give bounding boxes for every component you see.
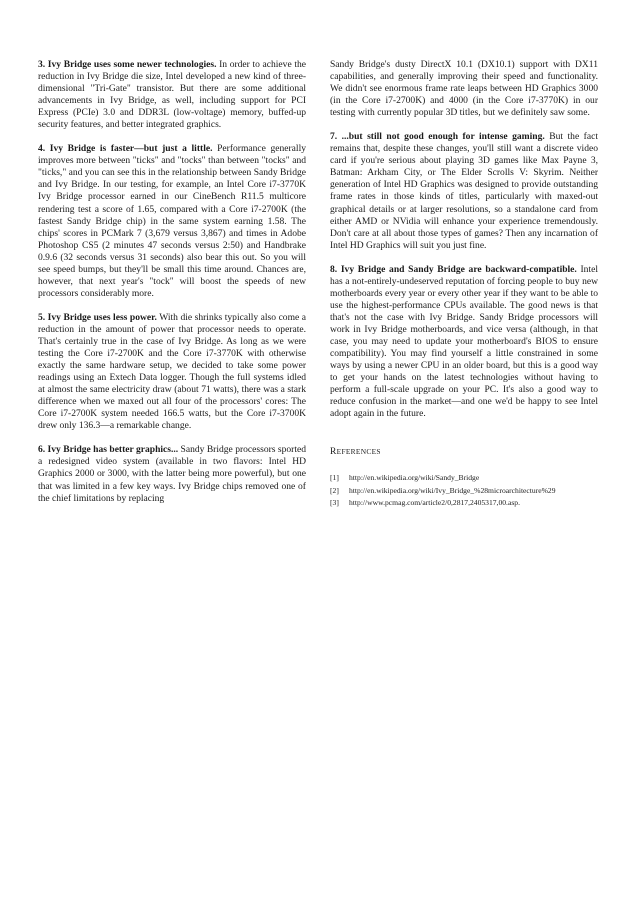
- references-heading-rest: EFERENCES: [336, 447, 381, 457]
- section-6-body: Sandy Bridge processors sported a redesigned video system (available in two flavors: Intel HD Graphics 2000 or 3000, with the latter being more powerful), but one that was limited in a few key ways. Ivy Bridge chips removed one of the chief limitations by replacing: [38, 444, 306, 504]
- section-6-paragraph: [38, 444, 306, 504]
- reference-item: [330, 485, 598, 497]
- section-6-heading: 6. Ivy Bridge has better graphics...: [38, 444, 179, 456]
- section-4-paragraph: [38, 143, 306, 300]
- reference-number: [1]: [330, 473, 339, 483]
- references-list: [330, 472, 598, 509]
- right-column: [330, 59, 598, 509]
- section-4-body: Performance generally improves more between "ticks" and "tocks" than between "tocks" and "ticks," and you can see this in the relationship between Sandy Bridge and Ivy Bridge. In our testing, for example, an Intel Core i7-3770K Ivy Bridge processor earned in our CineBench R11.5 multicore rendering test a score of 1.65, compared with a Core i7-2700K (the fastest Sandy Bridge chip) in the same system earning 1.58. The chips' scores in PCMark 7 (3,679 versus 3,867) and times in Adobe Photoshop CS5 (2 minutes 47 seconds versus 2:50) and Handbrake 0.9.6 (32 seconds versus 31 seconds) also bear this out. So you will see speed bumps, but they'll be small this time around. Chances are, however, that next year's "tock" will boost the speeds of new processors considerably more.: [38, 143, 306, 299]
- section-7-heading: 7. ...but still not good enough for intense gaming.: [330, 131, 545, 143]
- section-8-body: Intel has a not-entirely-undeserved reputation of forcing people to buy new motherboards every year or every other year if they want to be able to use the highest-performance CPUs available. The good news is that that's not the case with Ivy Bridge. Sandy Bridge processors will work in Ivy Bridge motherboards, and vice versa (although, in that case, you may need to update your motherboard's BIOS to ensure compatibility). You may find yourself a little constrained in some ways by using a newer CPU in an older board, but this is a good way to get your hands on the latest technologies without having to perform a full-scale upgrade on your PC. It's also a good way to reduce confusion in the market—and one we'd be happy to see Intel adopt again in the future.: [330, 263, 598, 420]
- left-column: [38, 59, 306, 517]
- references-heading: [330, 446, 598, 458]
- reference-number: [3]: [330, 497, 339, 507]
- section-3-paragraph: [38, 59, 306, 131]
- reference-link[interactable]: http://en.wikipedia.org/wiki/Sandy_Bridge: [349, 473, 480, 483]
- section-6-continuation: Sandy Bridge's dusty DirectX 10.1 (DX10.1) support with DX11 capabilities, and generally improving their speed and functionality. We didn't see enormous frame rate leaps between HD Graphics 3000 (in the Core i7-2700K) and 4000 (in the Core i7-3770K) in our testing with currently popular 3D titles, but we definitely saw some.: [330, 59, 598, 119]
- section-8-heading: 8. Ivy Bridge and Sandy Bridge are backward-compatible.: [330, 263, 577, 275]
- reference-number: [2]: [330, 485, 339, 495]
- reference-link[interactable]: http://www.pcmag.com/article2/0,2817,2405317,00.asp.: [349, 497, 520, 507]
- reference-item: [330, 472, 598, 484]
- section-7-paragraph: [330, 131, 598, 251]
- section-5-paragraph: [38, 312, 306, 432]
- references-heading-initial: R: [330, 447, 337, 458]
- section-4-heading: 4. Ivy Bridge is faster—but just a little.: [38, 143, 213, 155]
- section-5-body: With die shrinks typically also come a reduction in the amount of power that processor needs to operate. That's certainly true in the case of Ivy Bridge. As long as we were testing the Core i7-2700K and the Core i7-3770K with otherwise exactly the same hardware setup, we decided to take some power readings using an Extech Data logger. Though the full systems idled at almost the same electricity draw (about 71 watts), there was a stark difference when we maxed out all four of the processors' cores: The Core i7-2700K system needed 166.5 watts, but the Core i7-3700K drew only 136.3—a remarkable change.: [38, 311, 306, 432]
- reference-item: [330, 497, 598, 509]
- section-3-body: In order to achieve the reduction in Ivy Bridge die size, Intel developed a new kind of three-dimensional "Tri-Gate" transistor. But there are some additional advancements in Ivy Bridge, as well, including support for PCI Express (PCIe) 3.0 and DDR3L (low-voltage) memory, buffed-up security features, and better integrated graphics.: [38, 59, 306, 131]
- section-7-body: But the fact remains that, despite these changes, you'll still want a discrete video card if you're serious about playing 3D games like Max Payne 3, Batman: Arkham City, or The Elder Scrolls V: Skyrim. Neither generation of Intel HD Graphics was designed to provide outstanding frame rates in those kinds of titles, particularly with maxed-out graphical details or at larger resolutions, so a standalone card from either AMD or NVidia will enhance your experience tremendously. Don't care at all about those types of games? Then any incarnation of Intel HD Graphics will suit you just fine.: [330, 131, 598, 251]
- section-5-heading: 5. Ivy Bridge uses less power.: [38, 311, 157, 323]
- section-3-heading: 3. Ivy Bridge uses some newer technologies.: [38, 59, 217, 70]
- section-8-paragraph: [330, 264, 598, 421]
- reference-link[interactable]: http://en.wikipedia.org/wiki/Ivy_Bridge_%28microarchitecture%29: [349, 485, 556, 495]
